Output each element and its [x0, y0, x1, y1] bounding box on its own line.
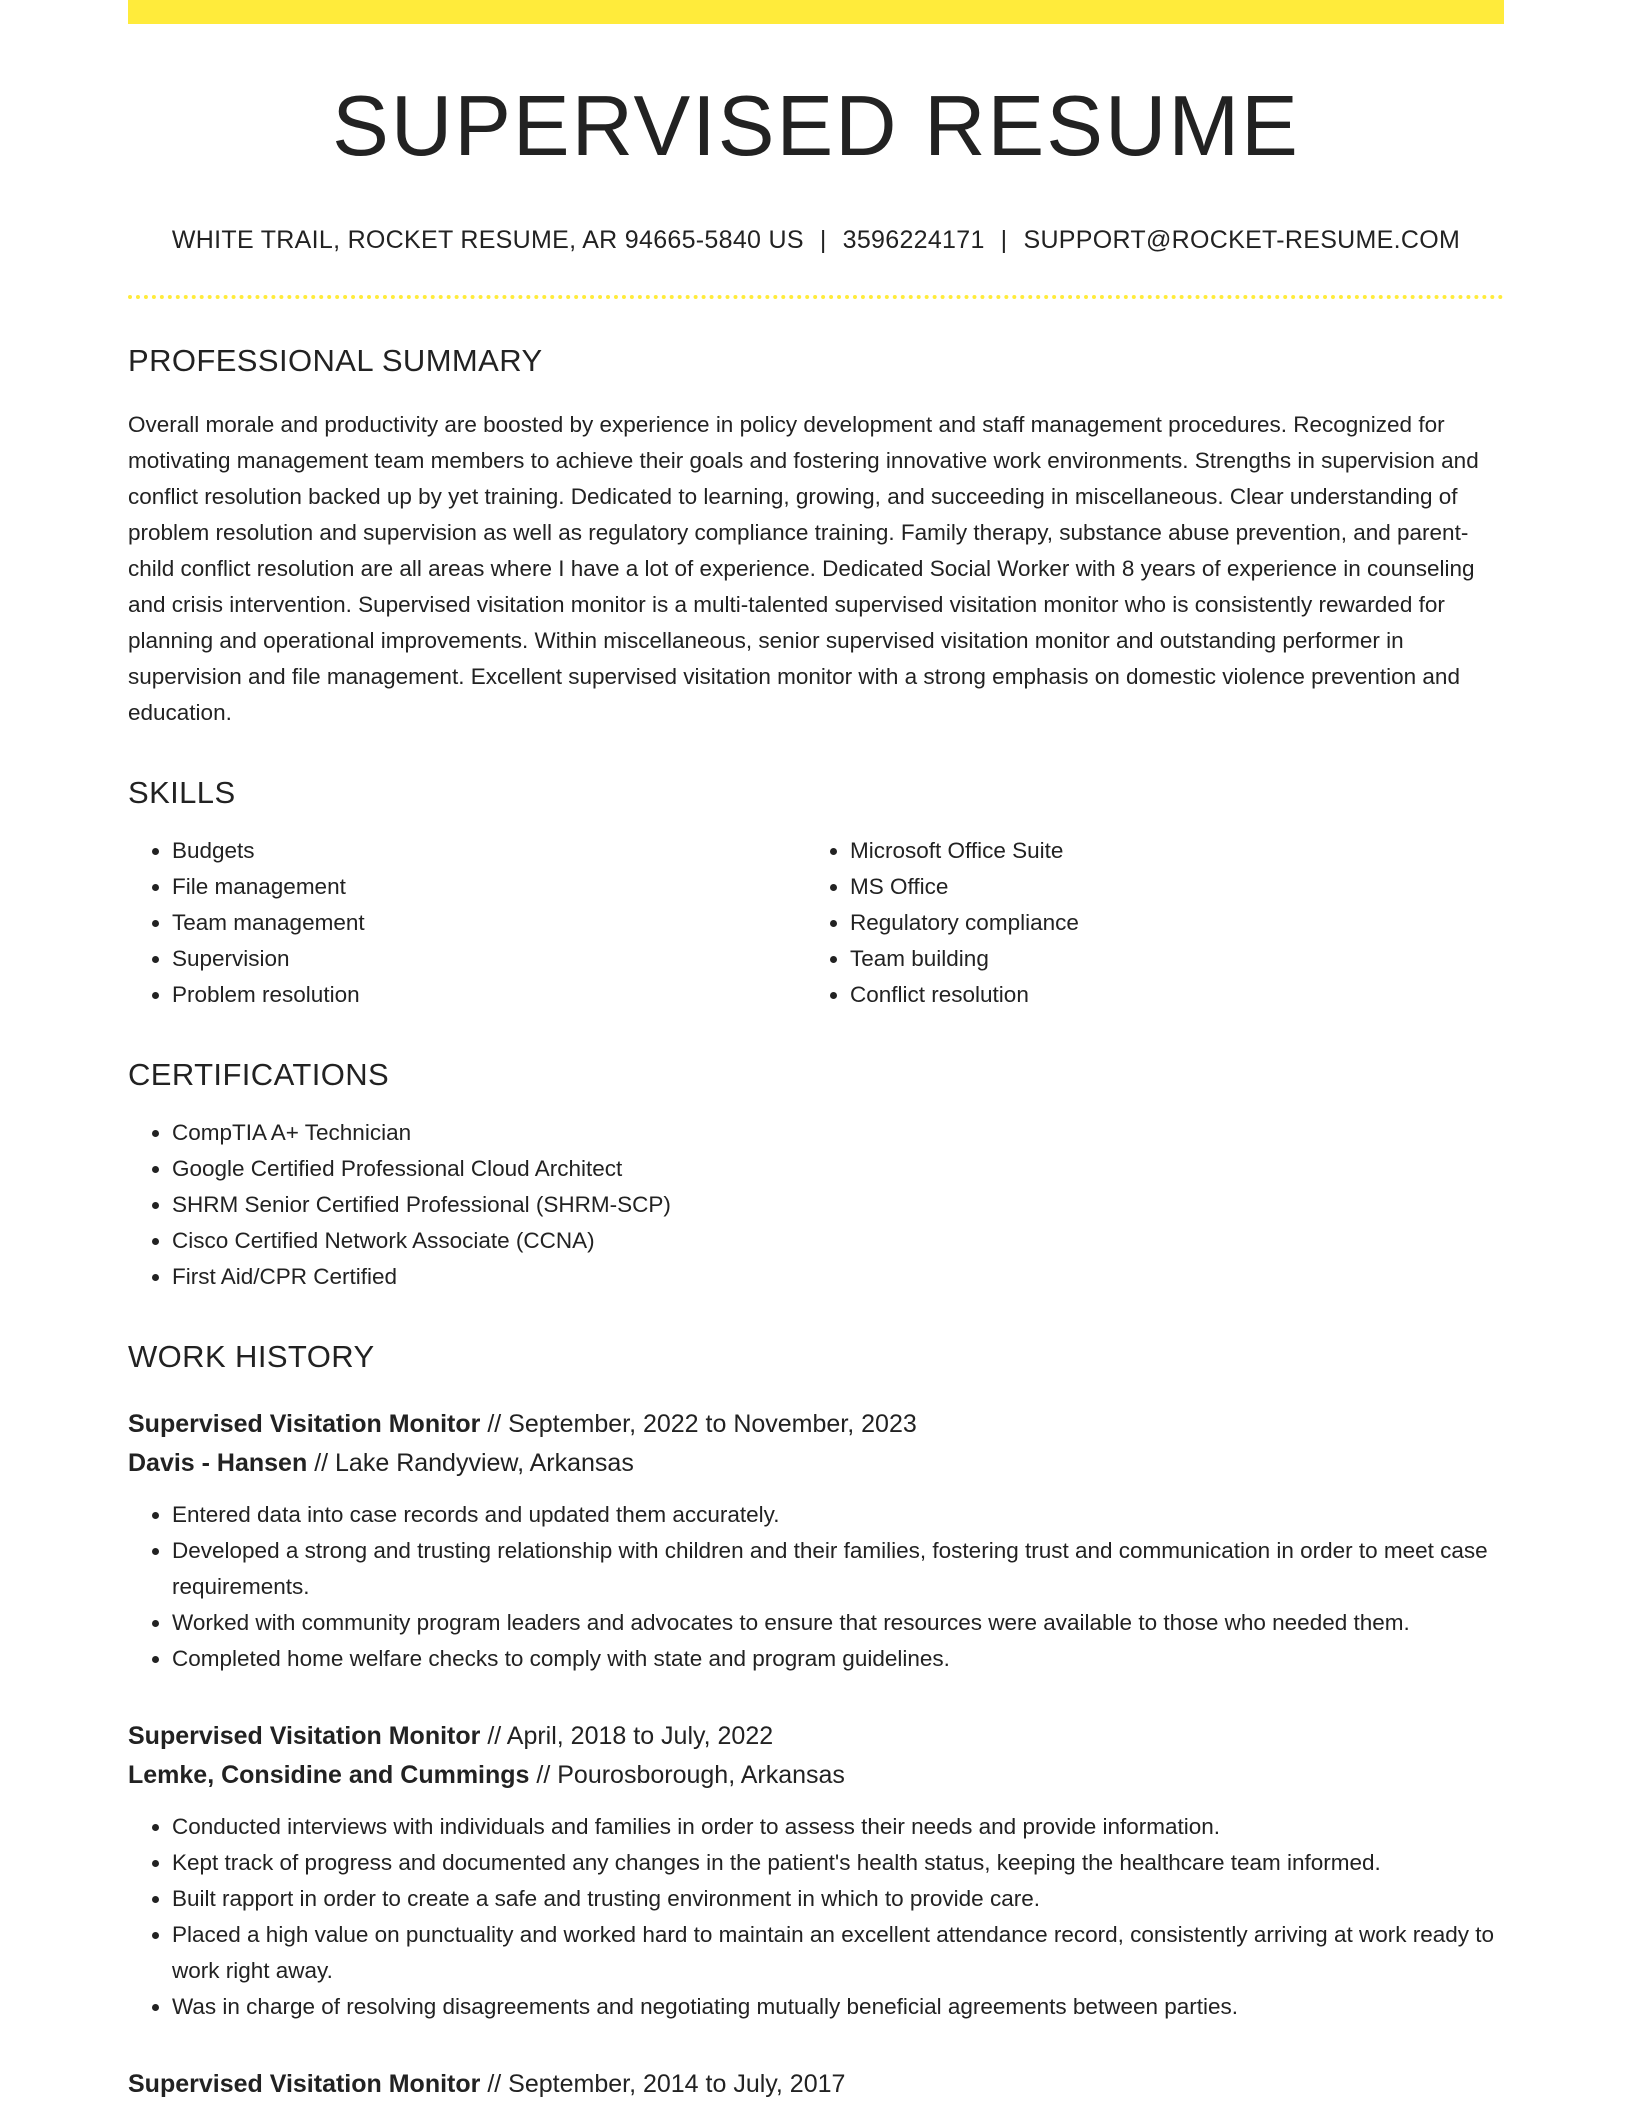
job-company-line	[128, 1444, 1504, 1483]
job-role-line	[128, 2065, 1504, 2104]
contact-address: WHITE TRAIL, ROCKET RESUME, AR 94665-5840 US	[171, 225, 804, 254]
resume-name: SUPERVISED RESUME	[332, 79, 1300, 174]
skill-item: • Microsoft Office Suite	[850, 833, 1484, 869]
job-dates: // September, 2022 to November, 2023	[480, 1409, 917, 1438]
top-accent-bar	[128, 0, 1504, 24]
job-duties-list	[128, 1809, 1504, 2025]
job-company: Lemke, Considine and Cummings	[128, 1760, 530, 1789]
job-entry	[128, 1405, 1504, 1677]
contact-separator: |	[1000, 225, 1008, 254]
certifications-heading: CERTIFICATIONS	[128, 1056, 390, 1092]
contact-phone: 3596224171	[842, 225, 985, 254]
work-history-heading: WORK HISTORY	[128, 1338, 375, 1374]
contact-line	[128, 226, 1504, 255]
skills-heading: SKILLS	[128, 774, 236, 810]
skill-item: • Team management	[172, 905, 806, 941]
summary-text: Overall morale and productivity are boosted by experience in policy development and staff management procedures. Recognized for motivating management team members to achieve their goals and fostering innovative work environments. Strengths in supervision and conflict resolution backed up by yet training. Dedicated to learning, growing, and succeeding in miscellaneous. Clear understanding of problem resolution and supervision as well as regulatory compliance training. Family therapy, substance abuse prevention, and parent-child conflict resolution are all areas where I have a lot of experience. Dedicated Social Worker with 8 years of experience in counseling and crisis intervention. Supervised visitation monitor is a multi-talented supervised visitation monitor who is consistently rewarded for planning and operational improvements. Within miscellaneous, senior supervised visitation monitor and outstanding performer in supervision and file management. Excellent supervised visitation monitor with a strong emphasis on domestic violence prevention and education.	[128, 411, 1479, 725]
contact-email: SUPPORT@ROCKET-RESUME.COM	[1023, 225, 1461, 254]
contact-separator: |	[819, 225, 827, 254]
certifications-list	[128, 1115, 1504, 1295]
job-duty: • Completed home welfare checks to comply with state and program guidelines.	[172, 1641, 1504, 1677]
certification-item: • Google Certified Professional Cloud Architect	[172, 1151, 1504, 1187]
job-duty: • Placed a high value on punctuality and worked hard to maintain an excellent attendance record, consistently arriving at work ready to work right away.	[172, 1917, 1504, 1989]
resume-page	[128, 0, 1504, 2104]
skills-columns	[128, 811, 1504, 1013]
skill-item: • Budgets	[172, 833, 806, 869]
skills-left-list	[128, 833, 806, 1013]
skill-item: • Regulatory compliance	[850, 905, 1484, 941]
job-duty: • Conducted interviews with individuals and families in order to assess their needs and provide information.	[172, 1809, 1504, 1845]
skills-right-list	[806, 833, 1484, 1013]
certification-item: • CompTIA A+ Technician	[172, 1115, 1504, 1151]
job-entry	[128, 2065, 1504, 2104]
skill-item: • File management	[172, 869, 806, 905]
job-entry	[128, 1717, 1504, 2025]
summary-heading: PROFESSIONAL SUMMARY	[128, 342, 543, 378]
skill-item: • Team building	[850, 941, 1484, 977]
job-duty: • Entered data into case records and updated them accurately.	[172, 1497, 1504, 1533]
job-role-line	[128, 1717, 1504, 1756]
skill-item: • Problem resolution	[172, 977, 806, 1013]
job-role: Supervised Visitation Monitor	[128, 1721, 481, 1750]
skill-item: • Conflict resolution	[850, 977, 1484, 1013]
job-dates: // September, 2014 to July, 2017	[480, 2069, 846, 2098]
job-duty: • Developed a strong and trusting relationship with children and their families, fostering trust and communication in order to meet case requirements.	[172, 1533, 1504, 1605]
job-duty: • Worked with community program leaders and advocates to ensure that resources were available to those who needed them.	[172, 1605, 1504, 1641]
job-location: // Pourosborough, Arkansas	[529, 1760, 845, 1789]
dotted-divider	[128, 295, 1504, 299]
job-role: Supervised Visitation Monitor	[128, 2069, 481, 2098]
job-duty: • Kept track of progress and documented any changes in the patient's health status, keeping the healthcare team informed.	[172, 1845, 1504, 1881]
certification-item: • SHRM Senior Certified Professional (SHRM-SCP)	[172, 1187, 1504, 1223]
job-role: Supervised Visitation Monitor	[128, 1409, 481, 1438]
job-duty: • Built rapport in order to create a safe and trusting environment in which to provide care.	[172, 1881, 1504, 1917]
job-company-line	[128, 1756, 1504, 1795]
certification-item: • Cisco Certified Network Associate (CCNA)	[172, 1223, 1504, 1259]
job-role-line	[128, 1405, 1504, 1444]
skill-item: • MS Office	[850, 869, 1484, 905]
skill-item: • Supervision	[172, 941, 806, 977]
certification-item: • First Aid/CPR Certified	[172, 1259, 1504, 1295]
job-duty: • Was in charge of resolving disagreements and negotiating mutually beneficial agreements between parties.	[172, 1989, 1504, 2025]
job-dates: // April, 2018 to July, 2022	[480, 1721, 774, 1750]
job-duties-list	[128, 1497, 1504, 1677]
job-location: // Lake Randyview, Arkansas	[307, 1448, 634, 1477]
job-company: Davis - Hansen	[128, 1448, 308, 1477]
